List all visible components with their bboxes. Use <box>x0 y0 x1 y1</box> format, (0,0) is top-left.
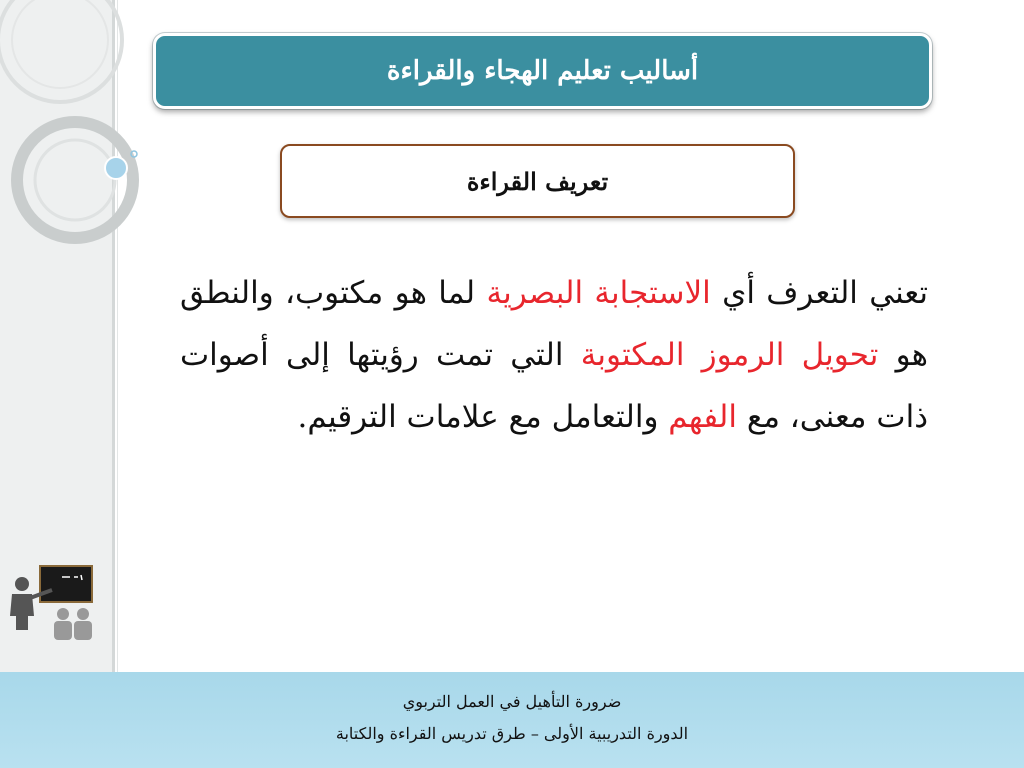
footer-line-1: ضرورة التأهيل في العمل التربوي <box>402 692 622 711</box>
footer-line-2: الدورة التدريبية الأولى – طرق تدريس القراءة والكتابة <box>335 724 689 743</box>
text-segment: التي تمت رؤيتها إلى أصوات ذات معنى، مع <box>180 337 928 435</box>
text-segment: تعني التعرف أي <box>710 275 929 311</box>
highlighted-term: الاستجابة البصرية <box>486 275 711 311</box>
slide-title: أساليب تعليم الهجاء والقراءة <box>153 33 932 109</box>
text-segment: والتعامل مع علامات الترقيم. <box>297 399 669 435</box>
concentric-circles-decoration <box>0 0 150 260</box>
highlighted-term: تحويل الرموز المكتوبة <box>580 337 879 373</box>
definition-paragraph <box>180 262 928 448</box>
teacher-at-blackboard-icon <box>8 564 98 644</box>
footer <box>0 672 1024 768</box>
highlighted-term: الفهم <box>668 399 737 435</box>
text-segment: لما هو مكتوب، والنطق هو <box>180 275 929 373</box>
section-heading: تعريف القراءة <box>280 144 795 218</box>
